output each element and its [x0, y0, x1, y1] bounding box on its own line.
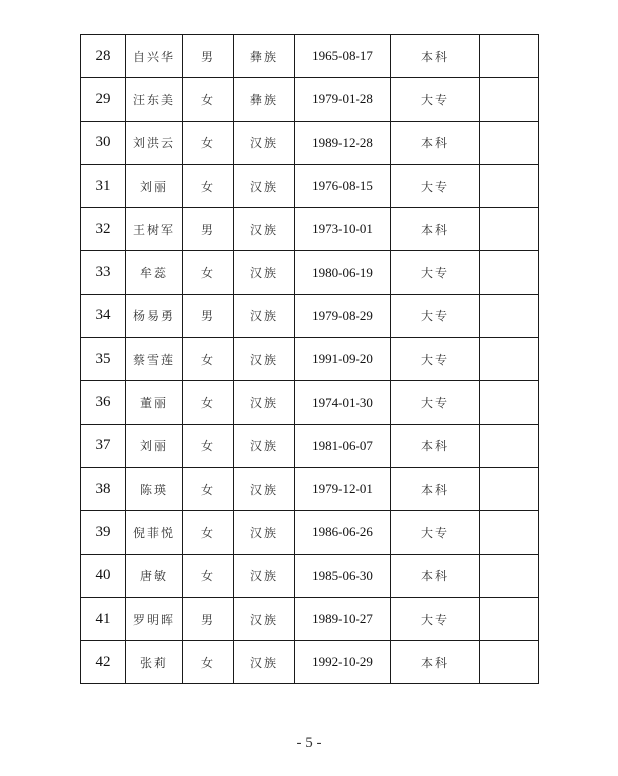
gender-cell: 女 — [183, 424, 234, 467]
education-level-cell: 大专 — [391, 251, 480, 294]
birth-date-cell: 1979-12-01 — [295, 467, 391, 510]
birth-date-cell: 1965-08-17 — [295, 35, 391, 78]
person-name-cell: 董丽 — [126, 381, 183, 424]
person-name-cell: 汪东美 — [126, 78, 183, 121]
remarks-cell — [480, 294, 539, 337]
table-row — [81, 641, 539, 684]
birth-date-cell: 1979-01-28 — [295, 78, 391, 121]
row-number-cell: 29 — [81, 78, 126, 121]
ethnicity-cell: 汉族 — [234, 208, 295, 251]
row-number-cell: 28 — [81, 35, 126, 78]
person-name-cell: 刘丽 — [126, 424, 183, 467]
ethnicity-cell: 汉族 — [234, 294, 295, 337]
gender-cell: 女 — [183, 164, 234, 207]
remarks-cell — [480, 554, 539, 597]
person-name-cell: 陈瑛 — [126, 467, 183, 510]
person-name-cell: 倪菲悦 — [126, 511, 183, 554]
remarks-cell — [480, 121, 539, 164]
birth-date-cell: 1989-12-28 — [295, 121, 391, 164]
table-row — [81, 424, 539, 467]
table-row — [81, 35, 539, 78]
person-name-cell: 张莉 — [126, 641, 183, 684]
person-name-cell: 蔡雪莲 — [126, 338, 183, 381]
education-level-cell: 本科 — [391, 641, 480, 684]
birth-date-cell: 1989-10-27 — [295, 597, 391, 640]
birth-date-cell: 1986-06-26 — [295, 511, 391, 554]
row-number-cell: 42 — [81, 641, 126, 684]
table-row — [81, 294, 539, 337]
table-row — [81, 554, 539, 597]
education-level-cell: 本科 — [391, 121, 480, 164]
ethnicity-cell: 汉族 — [234, 467, 295, 510]
remarks-cell — [480, 641, 539, 684]
ethnicity-cell: 汉族 — [234, 641, 295, 684]
gender-cell: 女 — [183, 381, 234, 424]
row-number-cell: 30 — [81, 121, 126, 164]
ethnicity-cell: 汉族 — [234, 424, 295, 467]
gender-cell: 男 — [183, 35, 234, 78]
education-level-cell: 大专 — [391, 381, 480, 424]
gender-cell: 女 — [183, 338, 234, 381]
gender-cell: 女 — [183, 467, 234, 510]
birth-date-cell: 1979-08-29 — [295, 294, 391, 337]
education-level-cell: 大专 — [391, 294, 480, 337]
ethnicity-cell: 汉族 — [234, 381, 295, 424]
person-name-cell: 自兴华 — [126, 35, 183, 78]
gender-cell: 男 — [183, 208, 234, 251]
person-name-cell: 刘洪云 — [126, 121, 183, 164]
ethnicity-cell: 汉族 — [234, 164, 295, 207]
remarks-cell — [480, 467, 539, 510]
gender-cell: 女 — [183, 78, 234, 121]
ethnicity-cell: 彝族 — [234, 78, 295, 121]
remarks-cell — [480, 381, 539, 424]
birth-date-cell: 1992-10-29 — [295, 641, 391, 684]
personnel-table — [80, 34, 539, 684]
page-number: - 5 - — [296, 735, 322, 751]
row-number-cell: 31 — [81, 164, 126, 207]
row-number-cell: 41 — [81, 597, 126, 640]
table-row — [81, 78, 539, 121]
table-row — [81, 208, 539, 251]
row-number-cell: 40 — [81, 554, 126, 597]
person-name-cell: 罗明晖 — [126, 597, 183, 640]
remarks-cell — [480, 35, 539, 78]
remarks-cell — [480, 164, 539, 207]
birth-date-cell: 1974-01-30 — [295, 381, 391, 424]
ethnicity-cell: 汉族 — [234, 597, 295, 640]
gender-cell: 女 — [183, 554, 234, 597]
table-row — [81, 251, 539, 294]
table-row — [81, 467, 539, 510]
table-row — [81, 511, 539, 554]
education-level-cell: 大专 — [391, 511, 480, 554]
person-name-cell: 刘丽 — [126, 164, 183, 207]
table-row — [81, 121, 539, 164]
gender-cell: 男 — [183, 597, 234, 640]
person-name-cell: 唐敏 — [126, 554, 183, 597]
education-level-cell: 本科 — [391, 208, 480, 251]
ethnicity-cell: 汉族 — [234, 554, 295, 597]
table-row — [81, 164, 539, 207]
education-level-cell: 大专 — [391, 164, 480, 207]
row-number-cell: 32 — [81, 208, 126, 251]
birth-date-cell: 1981-06-07 — [295, 424, 391, 467]
ethnicity-cell: 汉族 — [234, 121, 295, 164]
education-level-cell: 大专 — [391, 78, 480, 121]
education-level-cell: 大专 — [391, 597, 480, 640]
gender-cell: 女 — [183, 641, 234, 684]
education-level-cell: 大专 — [391, 338, 480, 381]
person-name-cell: 牟蕊 — [126, 251, 183, 294]
table-row — [81, 381, 539, 424]
ethnicity-cell: 汉族 — [234, 251, 295, 294]
gender-cell: 女 — [183, 121, 234, 164]
birth-date-cell: 1976-08-15 — [295, 164, 391, 207]
remarks-cell — [480, 208, 539, 251]
person-name-cell: 王树军 — [126, 208, 183, 251]
person-name-cell: 杨易勇 — [126, 294, 183, 337]
education-level-cell: 本科 — [391, 424, 480, 467]
birth-date-cell: 1973-10-01 — [295, 208, 391, 251]
birth-date-cell: 1985-06-30 — [295, 554, 391, 597]
row-number-cell: 37 — [81, 424, 126, 467]
education-level-cell: 本科 — [391, 554, 480, 597]
remarks-cell — [480, 511, 539, 554]
gender-cell: 女 — [183, 511, 234, 554]
row-number-cell: 38 — [81, 467, 126, 510]
table-row — [81, 597, 539, 640]
table-row — [81, 338, 539, 381]
remarks-cell — [480, 424, 539, 467]
row-number-cell: 36 — [81, 381, 126, 424]
remarks-cell — [480, 338, 539, 381]
row-number-cell: 35 — [81, 338, 126, 381]
birth-date-cell: 1991-09-20 — [295, 338, 391, 381]
education-level-cell: 本科 — [391, 35, 480, 78]
row-number-cell: 39 — [81, 511, 126, 554]
row-number-cell: 33 — [81, 251, 126, 294]
ethnicity-cell: 汉族 — [234, 338, 295, 381]
row-number-cell: 34 — [81, 294, 126, 337]
personnel-table-container — [80, 34, 539, 684]
remarks-cell — [480, 78, 539, 121]
table-body — [81, 35, 539, 684]
education-level-cell: 本科 — [391, 467, 480, 510]
birth-date-cell: 1980-06-19 — [295, 251, 391, 294]
remarks-cell — [480, 251, 539, 294]
gender-cell: 男 — [183, 294, 234, 337]
ethnicity-cell: 汉族 — [234, 511, 295, 554]
ethnicity-cell: 彝族 — [234, 35, 295, 78]
gender-cell: 女 — [183, 251, 234, 294]
remarks-cell — [480, 597, 539, 640]
